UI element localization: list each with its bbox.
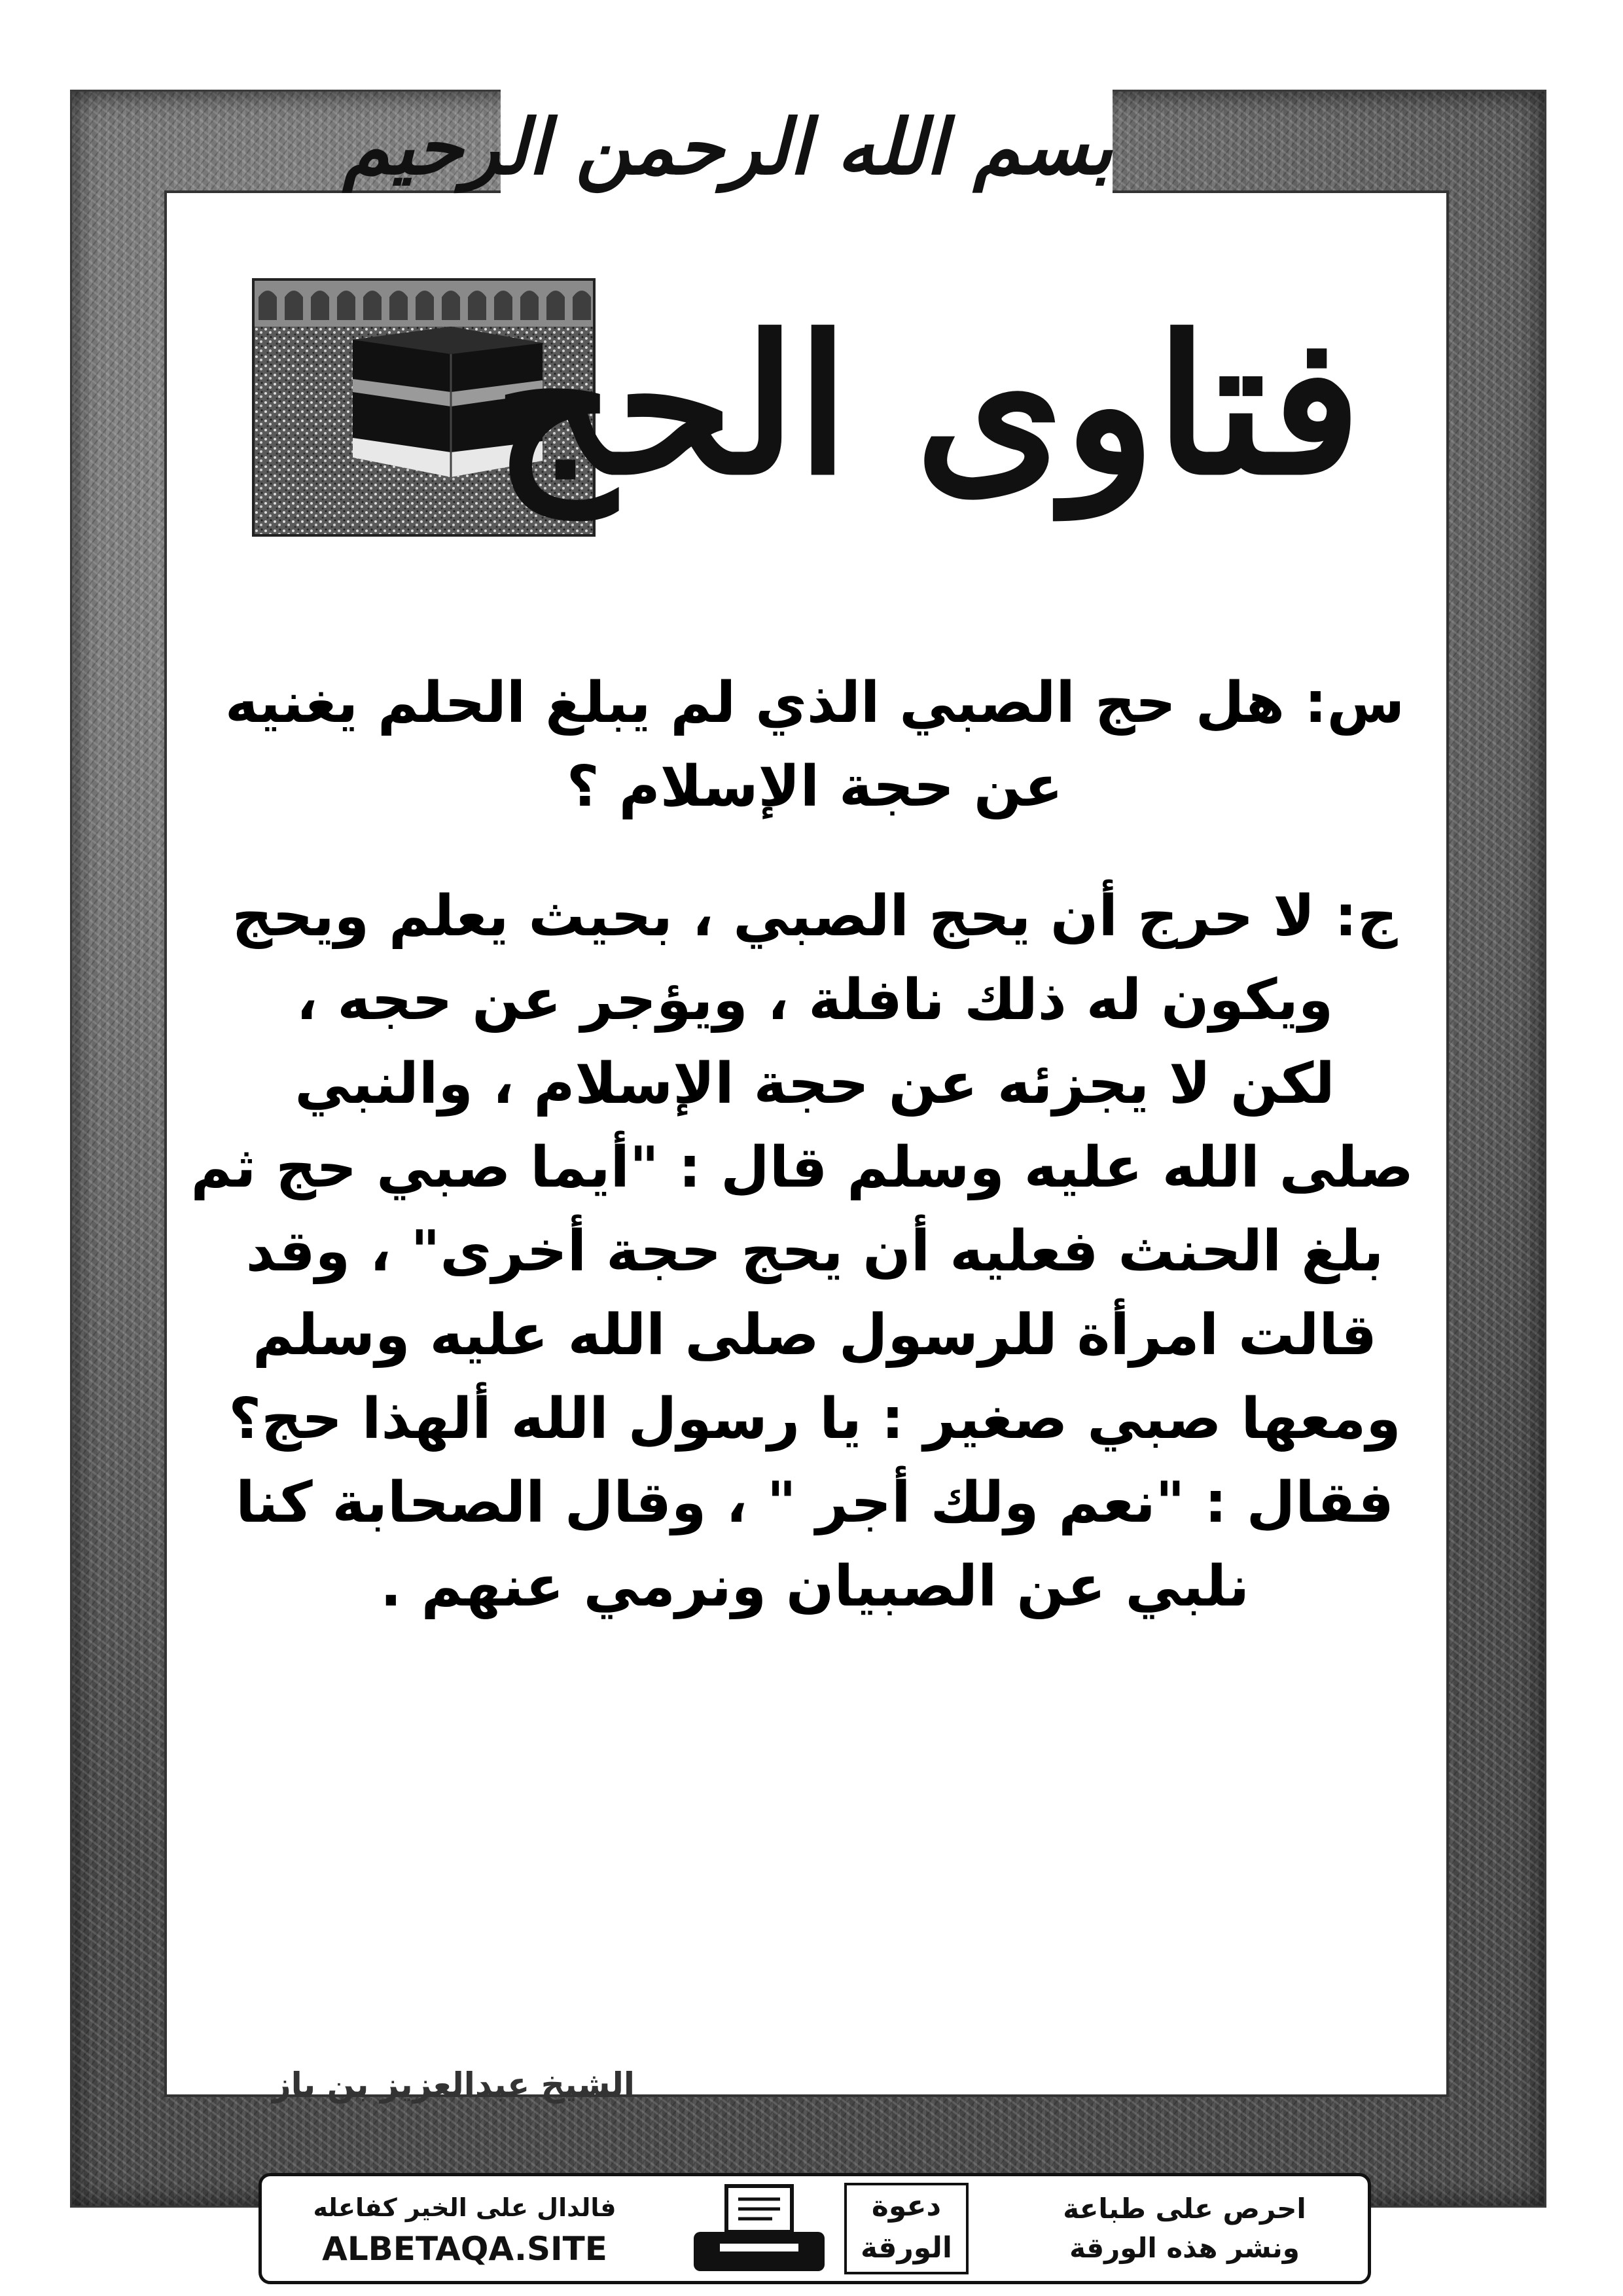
answer-block [190, 874, 1414, 1628]
logo-bottom-text: الورقة [860, 2231, 952, 2265]
footer-note-line: ونشر هذه الورقة [1069, 2232, 1300, 2264]
question-block [216, 661, 1414, 829]
fatwa-content [190, 661, 1414, 1628]
footer-bar [259, 2173, 1371, 2284]
answer-line: صلى الله عليه وسلم قال : "أيما صبي حج ثم [190, 1135, 1414, 1200]
answer-line: لكن لا يجزئه عن حجة الإسلام ، والنبي [294, 1051, 1335, 1117]
dawa-logo [844, 2183, 969, 2274]
footer-slogan: فالدال على الخير كفاعله [313, 2193, 616, 2222]
basmala: بسم الله الرحمن الرحيم [342, 103, 1113, 192]
footer-left [262, 2176, 668, 2281]
question-line: س: هل حج الصبي الذي لم يبلغ الحلم يغنيه [224, 670, 1405, 736]
main-title: فتاوى الحج [493, 295, 1361, 517]
signature: الشيخ عبدالعزيز بن باز [272, 2066, 635, 2104]
answer-line: ويكون له ذلك نافلة ، ويؤجر عن حجه ، [296, 967, 1334, 1033]
footer-note [1001, 2176, 1368, 2281]
answer-line: نلبي عن الصبيان ونرمي عنهم . [380, 1554, 1249, 1619]
logo-top-text: دعوة [871, 2189, 942, 2223]
answer-line: ج: لا حرج أن يحج الصبي ، بحيث يعلم ويحج [232, 884, 1398, 949]
answer-line: قالت امرأة للرسول صلى الله عليه وسلم [253, 1302, 1377, 1368]
footer-site-link[interactable]: ALBETAQA.SITE [322, 2230, 607, 2268]
answer-line: ومعها صبي صغير : يا رسول الله ألهذا حج؟ [228, 1386, 1401, 1452]
question-line: عن حجة الإسلام ؟ [566, 754, 1063, 819]
footer-note-line: احرص على طباعة [1063, 2193, 1306, 2225]
answer-line: فقال : "نعم ولك أجر " ، وقال الصحابة كنا [236, 1470, 1394, 1535]
answer-line: بلغ الحنث فعليه أن يحج حجة أخرى" ، وقد [245, 1219, 1384, 1284]
printer-icon [681, 2179, 838, 2278]
